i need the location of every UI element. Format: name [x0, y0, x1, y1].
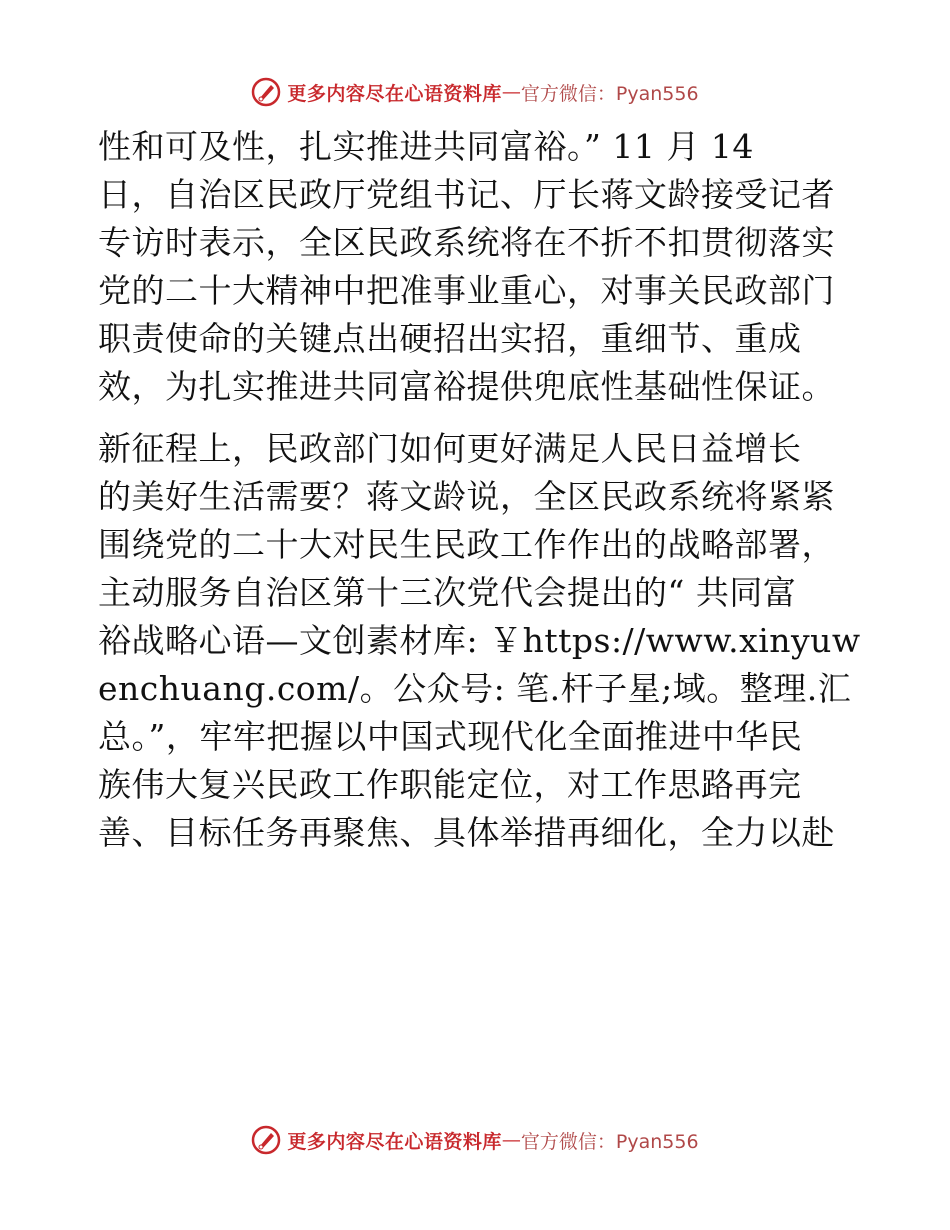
text-line: 新征程上，民政部门如何更好满足人民日益增长 — [98, 429, 802, 468]
footer-brand-text: 更多内容尽在心语资料库 — [287, 1130, 502, 1153]
text-line: enchuang.com/。公众号: 笔.杆子星;域。整理.汇 — [98, 669, 852, 708]
text-line: 的美好生活需要？蒋文龄说，全区民政系统将紧紧 — [98, 477, 835, 516]
text-line: 效，为扎实推进共同富裕提供兜底性基础性保证。 — [98, 367, 835, 406]
footer-dash: — — [501, 1129, 521, 1151]
paragraph-spacer — [98, 411, 858, 425]
brand-logo-icon — [251, 77, 281, 107]
brand-logo-icon — [251, 1125, 281, 1155]
header-dash: — — [501, 81, 521, 103]
text-line: 党的二十大精神中把准事业重心，对事关民政部门 — [98, 271, 835, 310]
text-line: 主动服务自治区第十三次党代会提出的“ 共同富 — [98, 573, 797, 612]
text-line: 性和可及性，扎实推进共同富裕。” 11 月 14 — [98, 127, 754, 166]
text-line: 围绕党的二十大对民生民政工作作出的战略部署， — [98, 525, 835, 564]
header-brand-text: 更多内容尽在心语资料库 — [287, 82, 502, 105]
text-line: 裕战略心语—文创素材库: ￥https://www.xinyuw — [98, 621, 861, 660]
text-line: 善、目标任务再聚焦、具体举措再细化，全力以赴 — [98, 813, 835, 852]
footer-contact-text: 官方微信：Pyan556 — [520, 1130, 699, 1153]
text-line: 职责使命的关键点出硬招出实招，重细节、重成 — [98, 319, 802, 358]
header-contact-text: 官方微信：Pyan556 — [520, 82, 699, 105]
paragraph-1 — [98, 123, 858, 411]
text-line: 总。”，牢牢把握以中国式现代化全面推进中华民 — [98, 717, 803, 756]
text-line: 日，自治区民政厅党组书记、厅长蒋文龄接受记者 — [98, 175, 835, 214]
document-body — [98, 123, 861, 857]
paragraph-2 — [98, 425, 861, 857]
header-watermark-banner — [0, 72, 950, 112]
text-line: 族伟大复兴民政工作职能定位，对工作思路再完 — [98, 765, 802, 804]
text-line: 专访时表示，全区民政系统将在不折不扣贯彻落实 — [98, 223, 835, 262]
footer-watermark-banner — [0, 1120, 950, 1160]
